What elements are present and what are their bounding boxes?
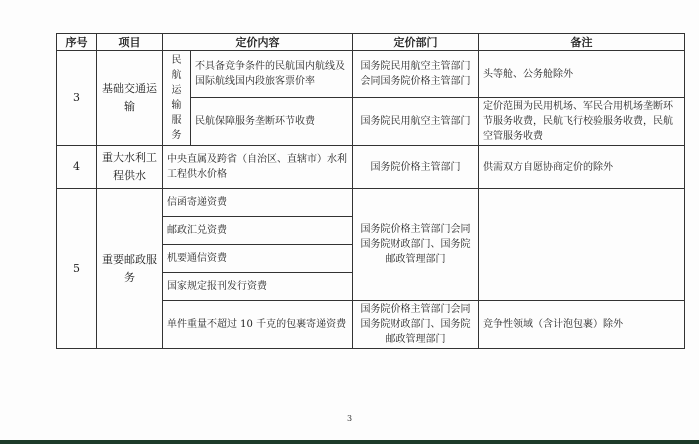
row3-remark-1: 头等舱、公务舱除外	[479, 51, 685, 98]
row4-item: 重大水利工程供水	[97, 146, 163, 189]
row3-content-1: 不具备竞争条件的民航国内航线及国际航线国内段旅客票价率	[191, 51, 353, 98]
row3-subitem: 民航运输服务	[163, 51, 191, 146]
row4-remark: 供需双方自愿协商定价的除外	[479, 146, 685, 189]
row5-content-5: 单件重量不超过 10 千克的包裹寄递资费	[163, 301, 353, 349]
row5-content-3: 机要通信资费	[163, 245, 353, 273]
row5-content-4: 国家规定报刊发行资费	[163, 273, 353, 301]
row3-dept-2: 国务院民用航空主管部门	[353, 98, 479, 146]
header-content: 定价内容	[163, 34, 353, 51]
row4-content: 中央直属及跨省（自治区、直辖市）水利工程供水价格	[163, 146, 353, 189]
row4-dept: 国务院价格主管部门	[353, 146, 479, 189]
row4-seq: 4	[57, 146, 97, 189]
row3-remark-2: 定价范围为民用机场、军民合用机场垄断环节服务收费，民航飞行校验服务收费，民航空管服务收费	[479, 98, 685, 146]
row3-content-2: 民航保障服务垄断环节收费	[191, 98, 353, 146]
row5-content-2: 邮政汇兑资费	[163, 217, 353, 245]
row5-remark-1	[479, 189, 685, 301]
row5-content-1: 信函寄递资费	[163, 189, 353, 217]
table-header-row	[57, 34, 685, 51]
row3-seq: 3	[57, 51, 97, 146]
header-item: 项目	[97, 34, 163, 51]
row3-dept-1: 国务院民用航空主管部门会同国务院价格主管部门	[353, 51, 479, 98]
row3-item: 基础交通运输	[97, 51, 163, 146]
table-row	[57, 189, 685, 217]
row5-dept-2: 国务院价格主管部门会同国务院财政部门、国务院邮政管理部门	[353, 301, 479, 349]
row5-dept-1: 国务院价格主管部门会同国务院财政部门、国务院邮政管理部门	[353, 189, 479, 301]
bottom-edge-bar	[0, 440, 699, 444]
header-remark: 备注	[479, 34, 685, 51]
page-number: 3	[346, 414, 353, 423]
row5-seq: 5	[57, 189, 97, 349]
row5-remark-2: 竞争性领域（含计泡包裹）除外	[479, 301, 685, 349]
row5-item: 重要邮政服务	[97, 189, 163, 349]
table-row	[57, 51, 685, 98]
pricing-table	[56, 33, 685, 349]
header-dept: 定价部门	[353, 34, 479, 51]
header-seq: 序号	[57, 34, 97, 51]
table-row	[57, 146, 685, 189]
